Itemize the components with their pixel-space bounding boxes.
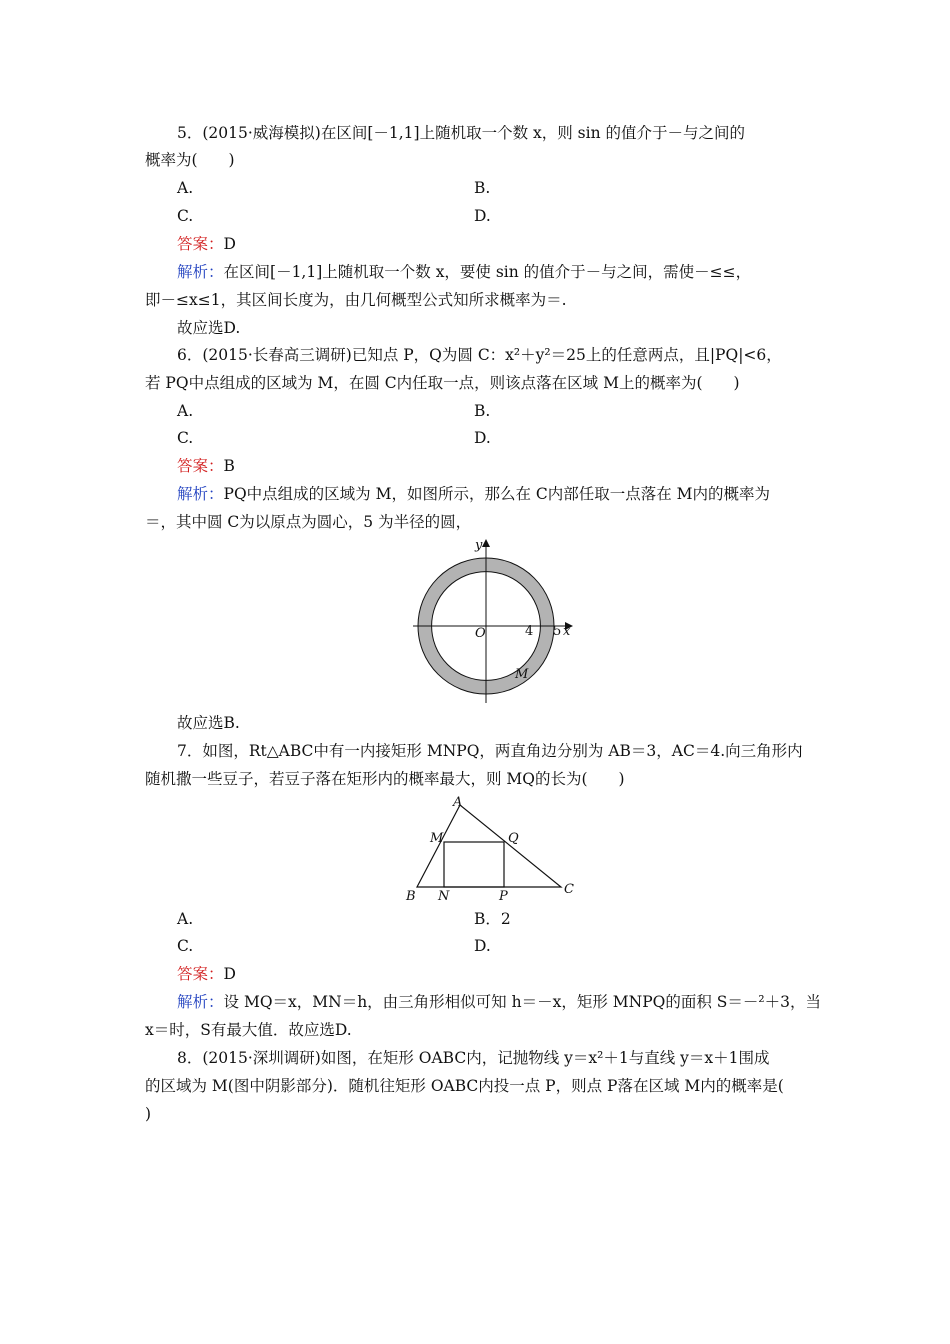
x-axis-label: x — [563, 624, 571, 639]
q5-answer — [177, 234, 236, 254]
analysis-label: 解析： — [177, 263, 224, 281]
q6-option-a: A. — [177, 402, 194, 420]
q6-conclusion: 故应选B. — [177, 714, 240, 732]
q6-option-b: B. — [474, 402, 491, 420]
vertex-b-label: B — [406, 889, 416, 904]
q6-analysis-line2: ＝，其中圆 C为以原点为圆心，5 为半径的圆， — [145, 513, 472, 531]
q7-stem-line1: 7．如图，Rt△ABC中有一内接矩形 MNPQ，两直角边分别为 AB＝3，AC＝4.向三角形内 — [177, 742, 803, 760]
answer-value: B — [223, 457, 235, 475]
q7-option-a: A. — [177, 910, 194, 928]
inner-radius-label: 4 — [525, 624, 534, 639]
q5-stem-line2: 概率为( ) — [145, 151, 235, 169]
analysis-text: 在区间[－1,1]上随机取一个数 x，要使 sin 的值介于－与之间，需使－≤≤， — [223, 263, 752, 281]
q7-analysis-line1 — [177, 992, 821, 1012]
q5-stem-line1: 5．(2015·威海模拟)在区间[－1,1]上随机取一个数 x，则 sin 的值介于－与之间的 — [177, 124, 745, 142]
vertex-c-label: C — [564, 882, 574, 897]
q8-stem-line2: 的区域为 M(图中阴影部分)．随机往矩形 OABC内投一点 P，则点 P落在区域 M内的概率是( — [145, 1077, 784, 1095]
q6-stem-line2: 若 PQ中点组成的区域为 M，在圆 C内任取一点，则该点落在区域 M上的概率为( ) — [145, 374, 740, 392]
outer-radius-label: 5 — [553, 624, 562, 639]
analysis-text: PQ中点组成的区域为 M，如图所示，那么在 C内部任取一点落在 M内的概率为 — [223, 485, 771, 503]
analysis-text: 设 MQ＝x，MN＝h，由三角形相似可知 h＝－x，矩形 MNPQ的面积 S＝－²＋3，当 — [223, 993, 821, 1011]
answer-value: D — [223, 235, 236, 253]
answer-label: 答案： — [177, 457, 224, 475]
annulus-figure — [405, 535, 580, 705]
region-m-label: M — [515, 667, 529, 682]
q5-option-a: A. — [177, 179, 194, 197]
triangle-figure — [400, 792, 585, 907]
q5-option-d: D. — [474, 207, 491, 225]
q7-analysis-line2: x＝时，S有最大值．故应选D. — [145, 1021, 352, 1039]
q8-stem-line1: 8．(2015·深圳调研)如图，在矩形 OABC内，记抛物线 y＝x²＋1与直线 y＝x＋1围成 — [177, 1049, 770, 1067]
q5-option-c: C. — [177, 207, 194, 225]
q6-option-c: C. — [177, 429, 194, 447]
q7-answer — [177, 964, 236, 984]
origin-label: O — [475, 626, 486, 641]
q7-stem-line2: 随机撒一些豆子，若豆子落在矩形内的概率最大，则 MQ的长为( ) — [145, 770, 625, 788]
q6-analysis-line1 — [177, 484, 770, 504]
answer-label: 答案： — [177, 235, 224, 253]
q5-analysis-line2: 即－≤x≤1，其区间长度为，由几何概型公式知所求概率为＝. — [145, 291, 567, 309]
point-m-label: M — [430, 831, 444, 846]
q5-analysis-line1 — [177, 262, 751, 282]
analysis-label: 解析： — [177, 485, 224, 503]
point-n-label: N — [438, 889, 450, 904]
vertex-a-label: A — [453, 795, 463, 810]
answer-label: 答案： — [177, 965, 224, 983]
point-q-label: Q — [508, 831, 519, 846]
q6-option-d: D. — [474, 429, 491, 447]
point-p-label: P — [499, 889, 508, 904]
y-axis-label: y — [475, 538, 483, 553]
q5-option-b: B. — [474, 179, 491, 197]
answer-value: D — [223, 965, 236, 983]
triangle-abc — [417, 805, 561, 887]
analysis-label: 解析： — [177, 993, 224, 1011]
q8-stem-line3: ) — [145, 1105, 152, 1123]
q5-conclusion: 故应选D. — [177, 319, 241, 337]
q7-option-d: D. — [474, 937, 491, 955]
q7-option-b: B．2 — [474, 910, 511, 928]
q6-answer — [177, 456, 235, 476]
q7-option-c: C. — [177, 937, 194, 955]
rectangle-mnpq — [444, 842, 504, 887]
q6-stem-line1: 6．(2015·长春高三调研)已知点 P，Q为圆 C：x²＋y²＝25上的任意两点，且|PQ|<6， — [177, 346, 782, 364]
